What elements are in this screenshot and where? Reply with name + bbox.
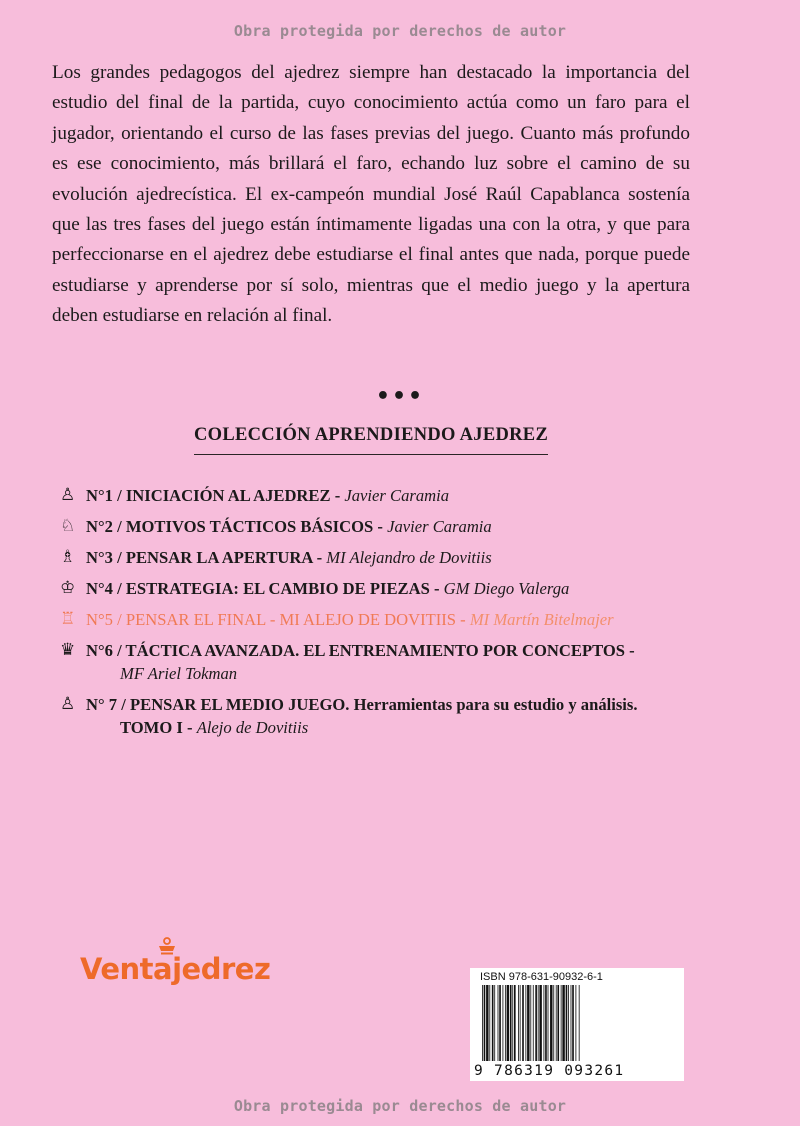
book-author: Javier Caramia bbox=[387, 517, 492, 536]
book-number: N°6 / bbox=[86, 641, 122, 660]
isbn-label: ISBN 978-631-90932-6-1 bbox=[480, 971, 603, 983]
book-title-continued: TOMO I - bbox=[120, 718, 193, 737]
rook-icon: ♖ bbox=[60, 609, 76, 629]
book-author: MI Alejandro de Dovitiis bbox=[326, 548, 492, 567]
book-author: MI Martín Bitelmajer bbox=[469, 610, 614, 629]
book-author: Javier Caramia bbox=[344, 486, 450, 505]
book-item-5-current bbox=[60, 608, 780, 631]
publisher-logo: Ventajedrez bbox=[80, 952, 271, 986]
book-number: N° 7 / bbox=[86, 695, 126, 714]
book-author: MF Ariel Tokman bbox=[120, 664, 238, 683]
book-number: N°5 / bbox=[86, 610, 122, 629]
ean-digits: 9 786319 093261 bbox=[474, 1063, 625, 1079]
book-item-2 bbox=[60, 515, 780, 538]
book-title: PENSAR EL MEDIO JUEGO. Herramientas para su estudio y análisis. bbox=[129, 695, 638, 714]
king-icon: ♔ bbox=[60, 578, 76, 598]
book-item-4 bbox=[60, 577, 780, 600]
book-title: MOTIVOS TÁCTICOS BÁSICOS - bbox=[125, 517, 383, 536]
pawn-icon: ♙ bbox=[60, 694, 76, 714]
collection-book-list bbox=[60, 484, 780, 747]
book-author: Alejo de Dovitiis bbox=[196, 718, 309, 737]
knight-icon: ♘ bbox=[60, 516, 76, 536]
book-title: TÁCTICA AVANZADA. EL ENTRENAMIENTO POR CONCEPTOS - bbox=[125, 641, 635, 660]
queen-icon: ♛ bbox=[60, 640, 76, 660]
book-title: PENSAR EL FINAL - MI ALEJO DE DOVITIIS - bbox=[125, 610, 466, 629]
book-item-6 bbox=[60, 639, 780, 685]
book-item-3 bbox=[60, 546, 780, 569]
book-number: N°4 / bbox=[86, 579, 122, 598]
isbn-barcode bbox=[470, 968, 684, 1081]
book-item-7 bbox=[60, 693, 780, 739]
barcode-bars bbox=[482, 985, 674, 1063]
book-title: ESTRATEGIA: EL CAMBIO DE PIEZAS - bbox=[125, 579, 440, 598]
book-title: PENSAR LA APERTURA - bbox=[125, 548, 323, 567]
book-title: INICIACIÓN AL AJEDREZ - bbox=[125, 486, 341, 505]
back-cover-description: Los grandes pedagogos del ajedrez siempre han destacado la importancia del estudio del final de la partida, cuyo conocimiento actúa como un faro para el jugador, orientando el curso de las fases previas del juego. Cuanto más profundo es ese conocimiento, más brillará el faro, echando luz sobre el camino de su evolución ajedrecística. El ex-campeón mundial José Raúl Capablanca sostenía que las tres fases del juego están íntimamente ligadas una con la otra, y que para perfeccionarse en el ajedrez debe estudiarse el final antes que nada, porque puede estudiarse y aprenderse por sí solo, mientras que el medio juego y la apertura deben estudiarse en relación al final. bbox=[52, 62, 690, 327]
collection-title: COLECCIÓN APRENDIENDO AJEDREZ bbox=[194, 425, 548, 455]
book-author: GM Diego Valerga bbox=[443, 579, 570, 598]
book-number: N°2 / bbox=[86, 517, 122, 536]
copyright-watermark-bottom: Obra protegida por derechos de autor bbox=[233, 1097, 567, 1115]
book-number: N°3 / bbox=[86, 548, 122, 567]
book-item-1 bbox=[60, 484, 780, 507]
book-number: N°1 / bbox=[86, 486, 122, 505]
bishop-icon: ♗ bbox=[60, 547, 76, 567]
separator-dots: ••• bbox=[375, 384, 425, 409]
pawn-icon: ♙ bbox=[60, 485, 76, 505]
copyright-watermark-top: Obra protegida por derechos de autor bbox=[233, 22, 567, 40]
